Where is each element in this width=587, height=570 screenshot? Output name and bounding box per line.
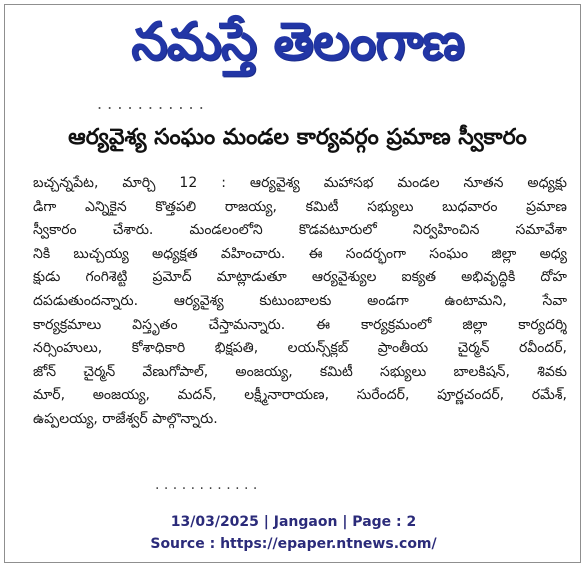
headline-text: ఆర్యవైశ్య సంఘం మండల కార్యవర్గం ప్రమాణ స్వీకారం	[68, 125, 527, 150]
article-line: క్షుడు గంగిశెట్టి ప్రమోద్ మాట్లాడుతూ ఆర్యవైశ్యుల ఐక్యత అభివృద్ధికి దోహ	[33, 269, 567, 286]
article-headline	[25, 120, 570, 160]
article-line: దపడుతుందన్నారు. ఆర్యవైశ్య కుటుంబాలకు అండగా ఉంటామని, సేవా	[33, 292, 567, 309]
article-line: డిగా ఎన్నికైన కొత్తపలి రాజయ్య, కమిటీ సభ్యులు బుధవారం ప్రమాణ	[33, 198, 567, 215]
article-line: కార్యక్రమాలు విస్తృతం చేస్తామన్నారు. ఈ కార్యక్రమంలో జిల్లా కార్యదర్శి	[33, 316, 567, 333]
clipped-previous-headline: . . . . . . . . . . .	[97, 94, 204, 113]
footer-source-line: Source : https://epaper.ntnews.com/	[150, 536, 437, 552]
article-line: నికి బుచ్చయ్య అధ్యక్షత వహించారు. ఈ సందర్భంగా సంఘం జిల్లా అధ్య	[33, 245, 567, 262]
article-line: జోన్ చైర్మన్ వేణుగోపాల్, అంజయ్య, కమిటీ సభ్యులు బాలకిషన్, శివకు	[33, 363, 567, 380]
article-line: స్వీకారం చేశారు. మండలంలోని కొడవటూరులో నిర్వహించిన సమావేశా	[33, 222, 567, 239]
article-line: నర్సింహులు, కోశాధికారి భిక్షపతి, లయన్స్‌క్లబ్ ప్రాంతీయ చైర్మన్ రవీందర్,	[33, 340, 567, 357]
article-line: బచ్చన్నపేట, మార్చి 12 : ఆర్యవైశ్య మహాసభ మండల నూతన అధ్యక్షు	[33, 175, 567, 191]
article-body	[33, 172, 567, 432]
article-line: మార్, అంజయ్య, మదన్, లక్ష్మీనారాయణ, సురేందర్, పూర్ణచందర్, రమేశ్,	[33, 387, 567, 404]
footer-date-line: 13/03/2025 | Jangaon | Page : 2	[170, 514, 417, 530]
newspaper-clipping	[4, 4, 581, 563]
article-line: ఉప్పలయ్య, రాజేశ్వర్ పాల్గొన్నారు.	[33, 410, 218, 427]
clipped-next-article-edge: . . . . . . . . . . . .	[155, 477, 258, 493]
masthead-logo-text: నమస్తే తెలంగాణ	[131, 12, 464, 72]
clipping-footer	[5, 511, 582, 555]
newspaper-masthead	[95, 7, 500, 77]
